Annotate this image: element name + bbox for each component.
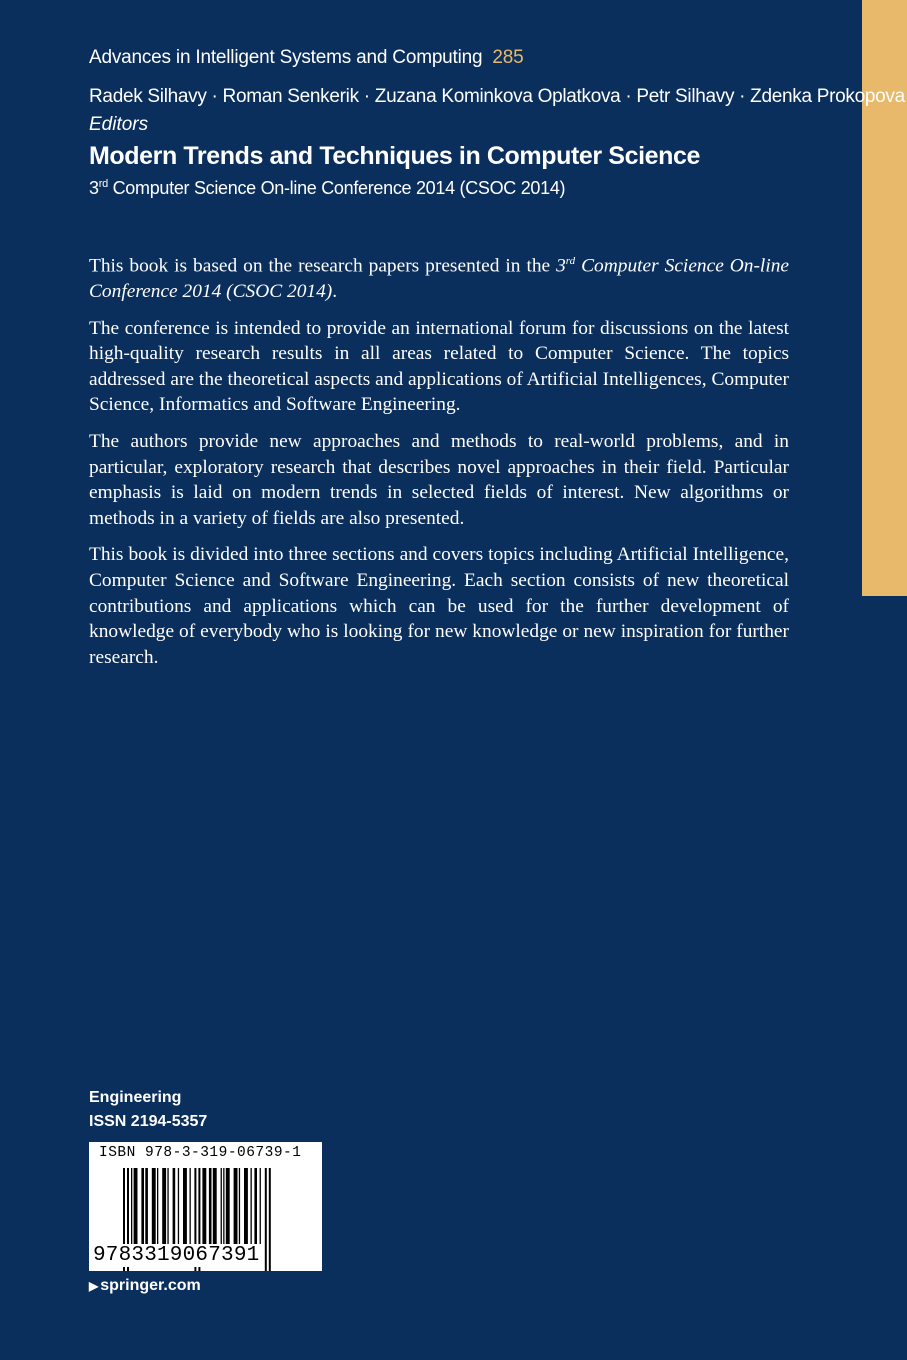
barcode-bar [234,1168,238,1244]
issn: ISSN 2194-5357 [89,1113,208,1130]
book-subtitle [89,178,565,199]
subtitle-ordinal: 3 [89,178,99,198]
barcode-bar [265,1168,267,1271]
barcode-bar [251,1168,252,1244]
barcode-bar [167,1168,168,1244]
barcode-bar [157,1168,158,1244]
book-title: Modern Trends and Techniques in Computer Science [89,142,701,170]
barcode-bar [173,1168,176,1244]
barcode-bar [202,1168,206,1244]
barcode-bar [239,1168,240,1244]
arrow-right-icon: ▶ [89,1279,99,1293]
barcode-bar [260,1168,261,1244]
description-paragraph-2: The conference is intended to provide an international forum for discussions on the latest high-quality research results in all areas related to Computer Science. The topics addressed are the theoretical aspects and applications of Artificial Intelligences, Computer Science, Informatics and Software Engineering. [89,317,789,416]
description [89,249,789,681]
barcode-bar [190,1168,191,1244]
p1-ordinal: 3 [556,255,566,277]
barcode-bar [209,1168,212,1244]
barcode-bar [131,1168,132,1244]
barcode-bar [178,1168,179,1244]
p1-end: . [332,281,338,303]
barcode-bar [254,1168,257,1244]
p1-ordinal-suffix: rd [565,255,576,267]
editors-list: Radek Silhavy · Roman Senkerik · Zuzana Kominkova Oplatkova · Petr Silhavy · Zdenka Prokopova [89,86,905,107]
barcode-bar [269,1168,271,1271]
editors-label: Editors [89,114,149,135]
series-line [89,47,524,69]
barcode-bar [226,1168,230,1244]
barcode-bar [213,1168,217,1244]
p1-start: This book is based on the research papers presented in the [89,255,557,277]
barcode-bar [162,1168,166,1244]
p1-conference-name: Computer Science On-line Conference 2014 (CSOC 2014) [89,255,790,303]
barcode-bar [244,1168,248,1244]
subtitle-text: Computer Science On-line Conference 2014 (CSOC 2014) [107,178,566,198]
description-paragraph-1 [89,249,789,305]
barcode-bar [183,1168,187,1244]
barcode-bar [221,1168,222,1244]
description-paragraph-4: This book is divided into three sections and covers topics including Artificial Intelligence, Computer Science and Software Engineering. Each section consists of new theoretical contributions and applications which can be used for the further development of knowledge of everybody who is looking for new knowledge or new inspiration for further research. [89,544,789,668]
ean-digits: 9783319067391 [93,1244,260,1267]
barcode-bar [145,1168,148,1244]
series-name: Advances in Intelligent Systems and Computing [89,47,483,68]
barcode-bar [152,1168,156,1244]
subtitle-ordinal-suffix: rd [98,178,108,190]
barcode-bar [134,1168,138,1244]
publisher-website[interactable] [89,1277,201,1295]
barcode-bar [223,1168,224,1244]
isbn-text: ISBN 978-3-319-06739-1 [99,1145,302,1161]
barcode-bar [141,1168,144,1244]
subject-category: Engineering [89,1089,182,1106]
publisher-website-text: springer.com [100,1277,201,1294]
barcode [89,1142,322,1271]
description-paragraph-3: The authors provide new approaches and methods to real-world problems, and in particular, exploratory research that describes novel approaches in their field. Particular emphasis is laid on modern trends in selected fields of interest. New algorithms or methods in a variety of fields are also presented. [89,431,789,529]
series-volume: 285 [492,47,524,68]
